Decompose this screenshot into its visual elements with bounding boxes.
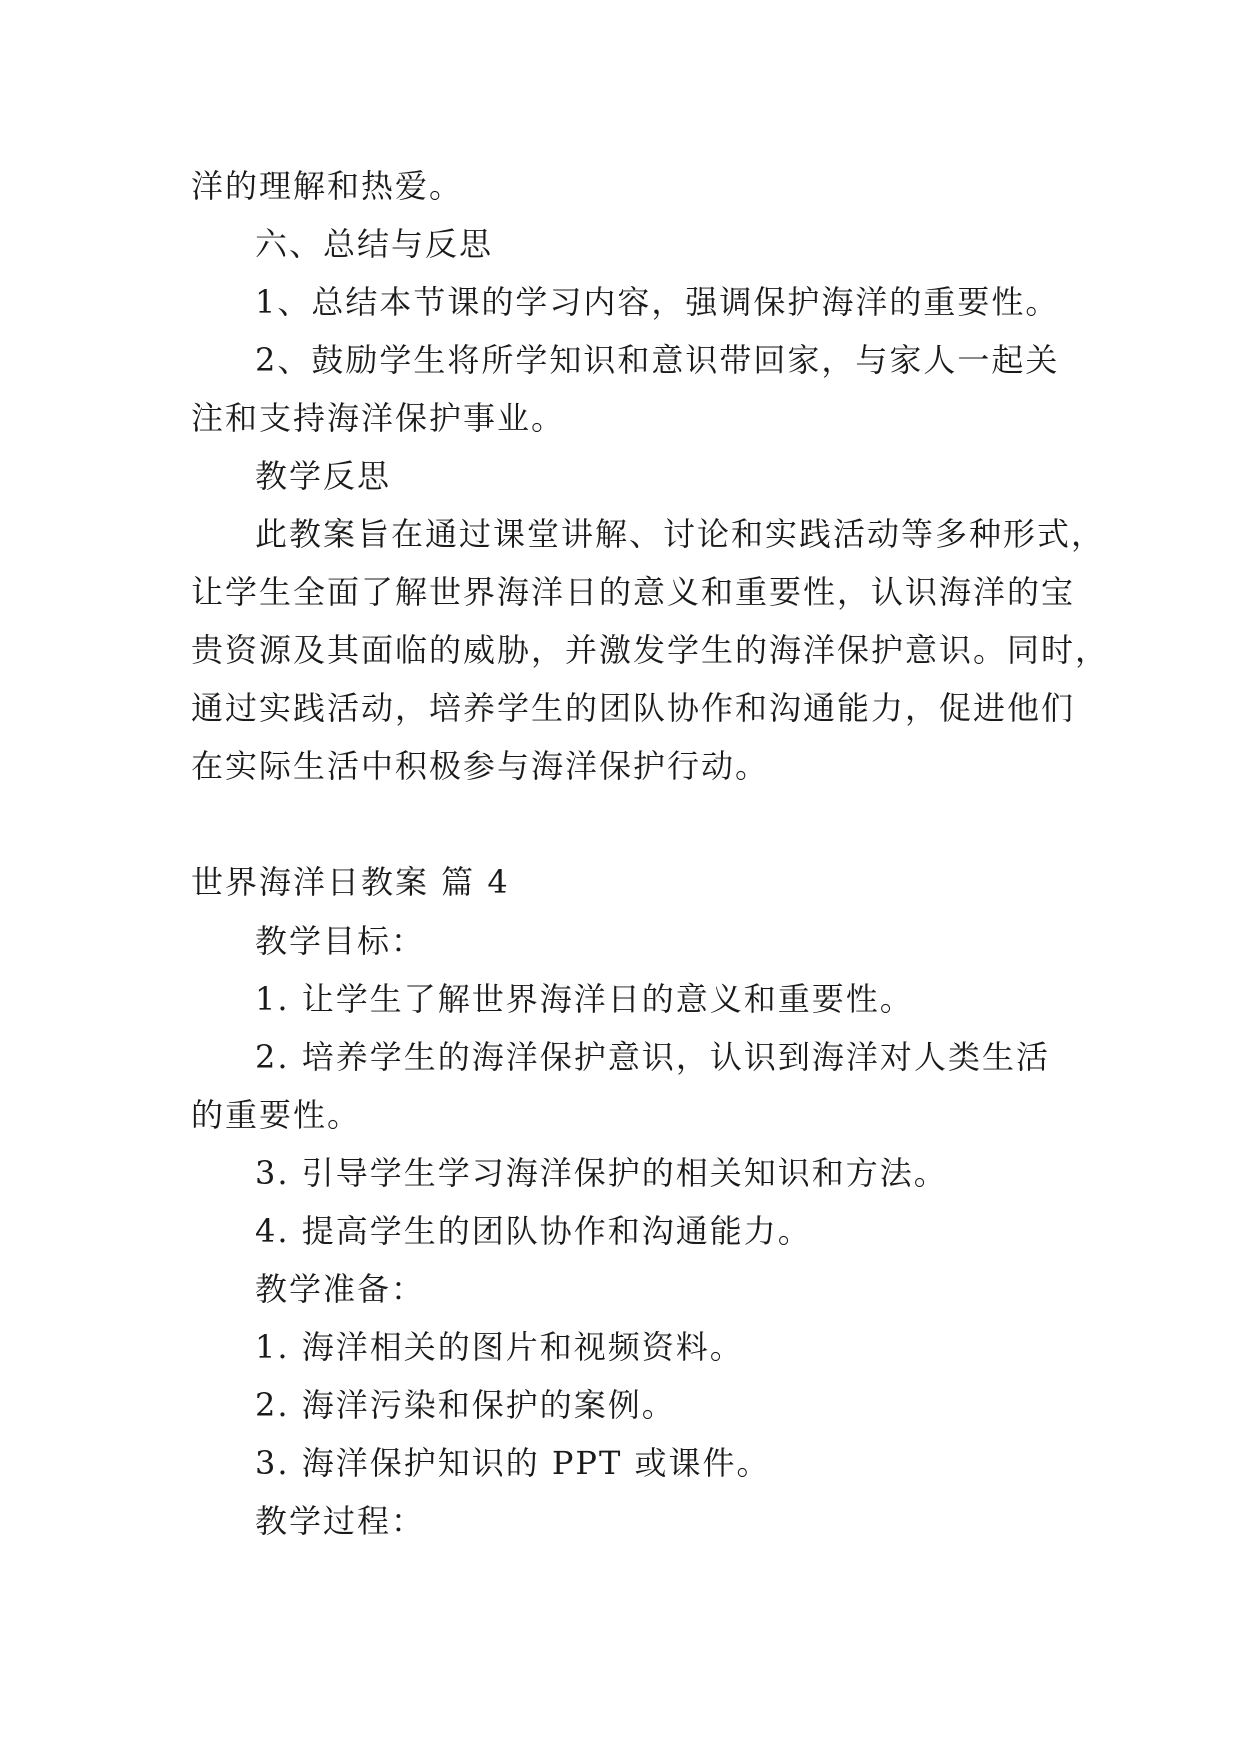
section-heading-process: 教学过程： [255, 1502, 426, 1540]
paragraph-line: 通过实践活动，培养学生的团队协作和沟通能力，促进他们 [191, 689, 1076, 727]
paragraph-line: 此教案旨在通过课堂讲解、讨论和实践活动等多种形式， [255, 515, 1106, 553]
paragraph-line: 贵资源及其面临的威胁，并激发学生的海洋保护意识。同时， [191, 631, 1110, 669]
section-heading-summary: 六、总结与反思 [255, 225, 494, 263]
paragraph-line: 让学生全面了解世界海洋日的意义和重要性，认识海洋的宝 [191, 573, 1076, 611]
list-item-continuation: 的重要性。 [191, 1096, 362, 1134]
list-item: 4. 提高学生的团队协作和沟通能力。 [255, 1212, 812, 1250]
section-heading-preparation: 教学准备： [255, 1270, 426, 1308]
list-item: 3. 引导学生学习海洋保护的相关知识和方法。 [255, 1154, 948, 1192]
paragraph-line: 在实际生活中积极参与海洋保护行动。 [191, 747, 770, 785]
list-item: 2. 培养学生的海洋保护意识，认识到海洋对人类生活 [255, 1038, 1050, 1076]
paragraph-continuation: 洋的理解和热爱。 [191, 167, 464, 205]
section-heading-reflection: 教学反思 [255, 457, 392, 495]
list-item: 3. 海洋保护知识的 PPT 或课件。 [255, 1444, 771, 1482]
list-item-continuation: 注和支持海洋保护事业。 [191, 399, 566, 437]
list-item: 2、鼓励学生将所学知识和意识带回家，与家人一起关 [255, 341, 1060, 379]
list-item: 1、总结本节课的学习内容，强调保护海洋的重要性。 [255, 283, 1060, 321]
list-item: 1. 海洋相关的图片和视频资料。 [255, 1328, 744, 1366]
list-item: 2. 海洋污染和保护的案例。 [255, 1386, 676, 1424]
section-heading-objectives: 教学目标： [255, 922, 426, 960]
list-item: 1. 让学生了解世界海洋日的意义和重要性。 [255, 980, 914, 1018]
document-title: 世界海洋日教案 篇 4 [191, 863, 510, 901]
